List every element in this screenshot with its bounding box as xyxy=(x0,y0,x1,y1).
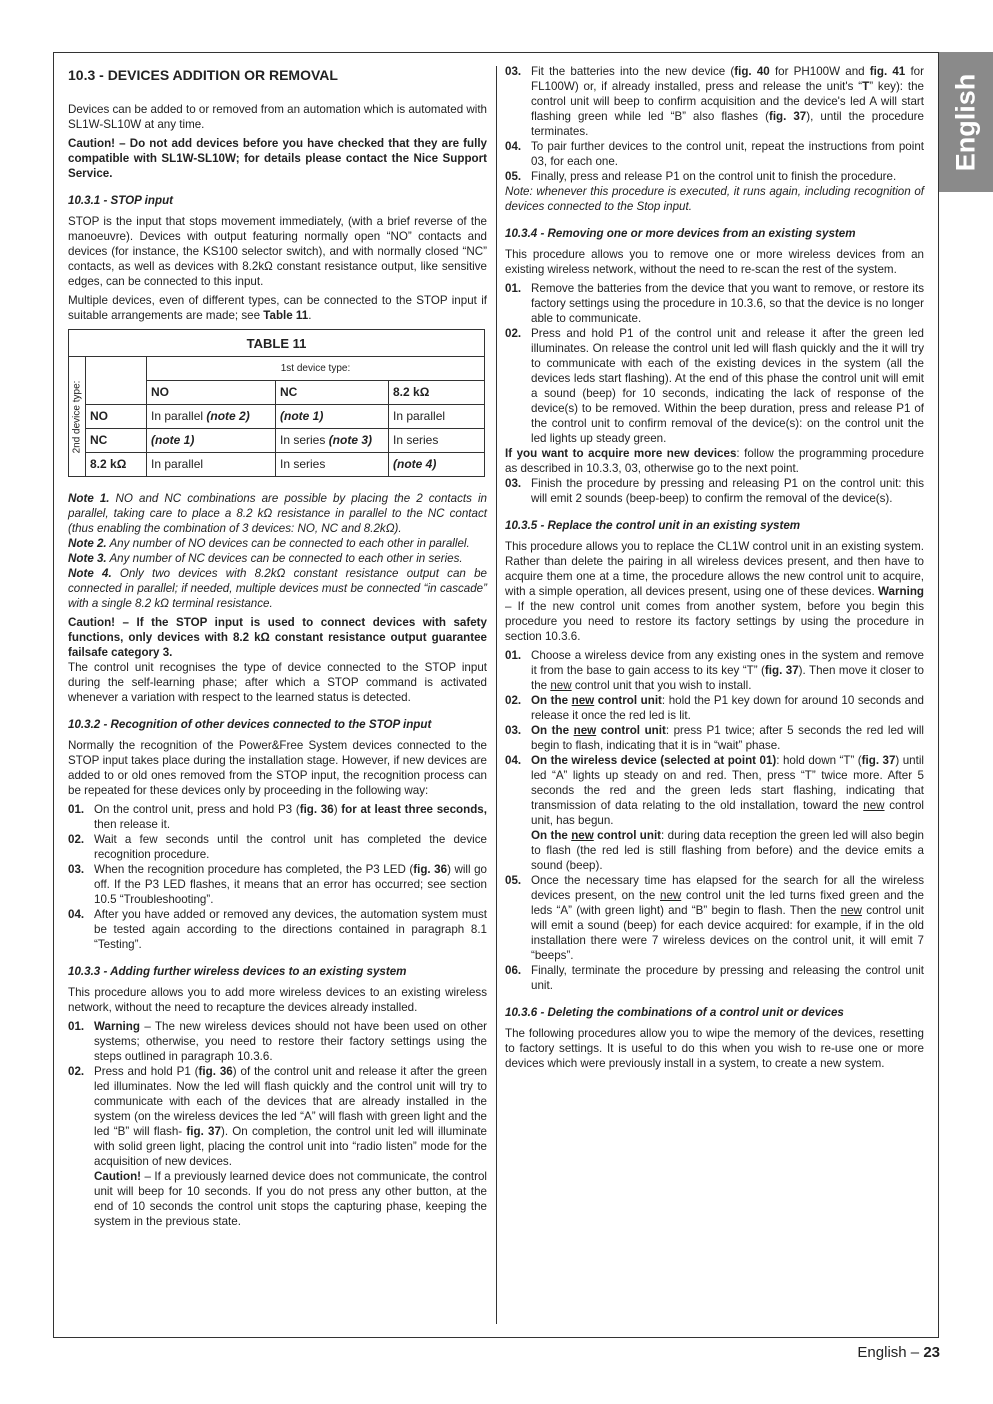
paragraph: This procedure allows you to replace the CL1W control unit in an existing system. Rather than delete the pairing in all wireless devices present, and then have to acquire them one at a time, the procedure allows the new control unit to acquire, with a simple operation, all devices present, using one of these devices. Warning – If the new control unit comes from another system, before you begin this procedure you need to restore its factory settings by using the procedure in section 10.3.6. xyxy=(505,540,924,643)
table-cell: (note 1) xyxy=(276,405,389,429)
subsection-title-replace: 10.3.5 - Replace the control unit in an existing system xyxy=(505,519,801,532)
note-2: Note 2. Any number of NO devices can be connected to each other in parallel. xyxy=(68,537,470,550)
section-title: 10.3 - DEVICES ADDITION OR REMOVAL xyxy=(68,67,338,83)
step-item: 03. On the new control unit: press P1 twice; after 5 seconds the red led will begin to flash, indicating that it is in “wait” phase. xyxy=(505,724,924,752)
step-item: 02. On the new control unit: hold the P1 key down for around 10 seconds and release it once the red led is lit. xyxy=(505,694,924,722)
note-4: Note 4. Only two devices with 8.2kΩ constant resistance output can be connected in parallel; if needed, multiple devices must be connected “in cascade” with a single 8.2 kΩ terminal resistance. xyxy=(68,567,487,610)
row-label: 8.2 kΩ xyxy=(86,453,147,477)
paragraph: The following procedures allow you to wipe the memory of the devices, resetting to factory settings. It is useful to do this when you wish to re-use one or more devices which were previously install in a system, to create a new system. xyxy=(505,1027,924,1070)
step-item: 03. Finish the procedure by pressing and releasing P1 on the control unit: this will emit 2 sounds (beep-beep) to confirm the removal of the device(s). xyxy=(505,477,924,505)
step-item: 02. Press and hold P1 (fig. 36) of the control unit and release it after the green led illuminates. Now the led will flash quickly and the control unit will try to communicate with each of the devices that are already installed in the system (on the wireless devices the led “A” will flash with green light and the led “B” will flash- fig. 37). On completion, the control unit led will illuminate with solid green light, placing the control unit into “radio listen” mode for the acquisition of new devices. Caution! – If a previously learned device does not communicate, the control unit will beep for 10 seconds. If you do not press any other button, at the end of 10 seconds the control unit stops the capturing phase, keeping the system in the previous state. xyxy=(68,1065,487,1228)
table-cell: (note 4) xyxy=(389,453,485,477)
table-cell: In series (note 3) xyxy=(276,429,389,453)
first-device-type-label: 1st device type: xyxy=(147,357,485,381)
row-label: NO xyxy=(86,405,147,429)
step-item: 02. Press and hold P1 of the control unit and release it after the green led illuminates. On release the control unit led will flash quickly and the it will try to communicate with each of the existing devices in the system (all the devices leds start flashing). At the end of this phase the control unit will emit a sound (beep) for 10 seconds, indicating the lack of response of the device(s) to be removed. Within the beep duration, press and release P1 of the control unit to confirm removal of the device(s): on the control unit the led lights up steady green. xyxy=(505,327,924,445)
second-device-type-label: 2nd device type: xyxy=(69,357,86,477)
table-row xyxy=(69,453,485,477)
page-number: 23 xyxy=(923,1344,940,1361)
row-label: NC xyxy=(86,429,147,453)
subsection-title-recognition: 10.3.2 - Recognition of other devices connected to the STOP input xyxy=(68,718,432,731)
step-item: 01. On the control unit, press and hold P3 (fig. 36) for at least three seconds, then release it. xyxy=(68,803,487,831)
step-item: 05. Finally, press and release P1 on the control unit to finish the procedure. xyxy=(505,170,897,183)
right-column xyxy=(505,64,924,1075)
table-title: TABLE 11 xyxy=(69,330,485,357)
table-cell: In series xyxy=(276,453,389,477)
step-item: 01. Warning – The new wireless devices should not have been used on other systems; otherwise, you need to restore their factory settings using the steps outlined in paragraph 10.3.6. xyxy=(68,1020,487,1063)
table-row xyxy=(69,429,485,453)
note-text: Note: whenever this procedure is executed, it runs again, including recognition of devices connected to the Stop input. xyxy=(505,185,924,213)
step-item: 05. Once the necessary time has elapsed for the search for all the wireless devices present, on the new control unit the led turns fixed green and the leds “A” (with green light) and “B” begin to flash. Then the new control unit will emit a sound (beep) for each device acquired: for example, if in the old installation there were 7 wireless devices on the control unit, it will emit 7 “beeps”. xyxy=(505,874,925,962)
note-1: Note 1. NO and NC combinations are possible by placing the 2 contacts in parallel, taking care to place a 8.2 kΩ resistance in parallel to the NC contact (thus enabling the combination of 3 devices: NO, NC and 8.2kΩ). xyxy=(68,492,487,535)
language-tab-label: English xyxy=(950,73,981,171)
step-item: 04. To pair further devices to the control unit, repeat the instructions from point 03, for each one. xyxy=(505,140,924,168)
subsection-title-deleting: 10.3.6 - Deleting the combinations of a control unit or devices xyxy=(505,1006,844,1019)
table-cell: In parallel xyxy=(147,453,276,477)
table-cell: In parallel (note 2) xyxy=(147,405,276,429)
caution-text: Caution! – Do not add devices before you have checked that they are fully compatible with SL1W-SL10W; for details please contact the Nice Support Service. xyxy=(68,137,487,180)
paragraph: This procedure allows you to remove one or more wireless devices from an existing wireless network, without the need to re-scan the rest of the system. xyxy=(505,248,924,276)
step-item: 02. Wait a few seconds until the control unit has completed the device recognition procedure. xyxy=(68,833,487,861)
step-item: 03. When the recognition procedure has completed, the P3 LED (fig. 36) will go off. If the P3 LED flashes, it means that an error has occurred; see section 10.5 “Troubleshooting”. xyxy=(68,863,487,906)
paragraph: Normally the recognition of the Power&Free System devices connected to the STOP input takes place during the installation stage. However, if new devices are added to or old ones removed from the STOP input, the recognition process can be repeated for these devices only by proceeding in the following way: xyxy=(68,739,487,797)
paragraph: Multiple devices, even of different types, can be connected to the STOP input if suitable arrangements are made; see Table 11. xyxy=(68,294,487,322)
paragraph: The control unit recognises the type of device connected to the STOP input during the self-learning phase; after which a STOP command is activated whenever a variation with respect to the learned status is detected. xyxy=(68,661,487,704)
table-cell: In series xyxy=(389,429,485,453)
paragraph: If you want to acquire more new devices: follow the programming procedure as described in 10.3.3, 03, otherwise go to the next point. xyxy=(505,447,924,475)
table-header: NO xyxy=(147,381,276,405)
subsection-title-adding: 10.3.3 - Adding further wireless devices to an existing system xyxy=(68,965,407,978)
note-3: Note 3. Any number of NC devices can be connected to each other in series. xyxy=(68,552,463,565)
page-footer: English – 23 xyxy=(857,1344,940,1361)
table-header: 8.2 kΩ xyxy=(389,381,485,405)
column-divider xyxy=(496,66,497,1324)
caution-text: Caution! – If the STOP input is used to connect devices with safety functions, only devices with 8.2 kΩ constant resistance output guarantee failsafe category 3. xyxy=(68,616,487,659)
table-row xyxy=(69,405,485,429)
table-header: NC xyxy=(276,381,389,405)
table-cell: (note 1) xyxy=(147,429,276,453)
subsection-title-stop: 10.3.1 - STOP input xyxy=(68,194,174,207)
subsection-title-removing: 10.3.4 - Removing one or more devices from an existing system xyxy=(505,227,856,240)
table-cell: In parallel xyxy=(389,405,485,429)
table-11 xyxy=(68,329,485,477)
step-item: 04. After you have added or removed any devices, the automation system must be tested again according to the directions contained in paragraph 8.1 “Testing”. xyxy=(68,908,487,951)
paragraph: This procedure allows you to add more wireless devices to an existing wireless network, without the need to recapture the devices already installed. xyxy=(68,986,487,1014)
table-corner xyxy=(86,357,147,405)
left-column xyxy=(68,64,487,1229)
step-item: 06. Finally, terminate the procedure by pressing and releasing the control unit unit. xyxy=(505,964,924,992)
step-item: 04. On the wireless device (selected at point 01): hold down “T” (fig. 37) until led “A” lights up steady on and red. Then, press “T” twice more. After 5 seconds the red and the green leds start flashing, indicating that transmission of data relating to the old installation, toward the new control unit, has begun. On the new control unit: during data reception the green led will also begin to flash (the red led is still flashing from before) and the device emits a sound (beep). xyxy=(505,754,925,872)
step-item: 01. Remove the batteries from the device that you want to remove, or restore its factory settings using the procedure in 10.3.6, so that the device is no longer able to communicate. xyxy=(505,282,924,325)
paragraph: STOP is the input that stops movement immediately, (with a brief reverse of the manoeuvre). Devices with output featuring normally open “NO” contacts and devices (for instance, the KS100 selector switch), and with normally closed “NC” contacts, as well as devices with 8.2kΩ constant resistance output, like sensitive edges, can be connected to this input. xyxy=(68,215,487,288)
intro-text: Devices can be added to or removed from an automation which is automated with SL1W-SL10W at any time. xyxy=(68,103,487,131)
step-item: 03. Fit the batteries into the new device (fig. 40 for PH100W and fig. 41 for FL100W) or, if already installed, press and release the unit's “T” key): the control unit will beep to confirm acquisition and the device's led A will start flashing green while led “B” also flashes (fig. 37), until the procedure terminates. xyxy=(505,65,924,138)
step-item: 01. Choose a wireless device from any existing ones in the system and remove it from the base to gain access to its key “T” (fig. 37). Then move it closer to the new control unit that you wish to install. xyxy=(505,649,924,692)
